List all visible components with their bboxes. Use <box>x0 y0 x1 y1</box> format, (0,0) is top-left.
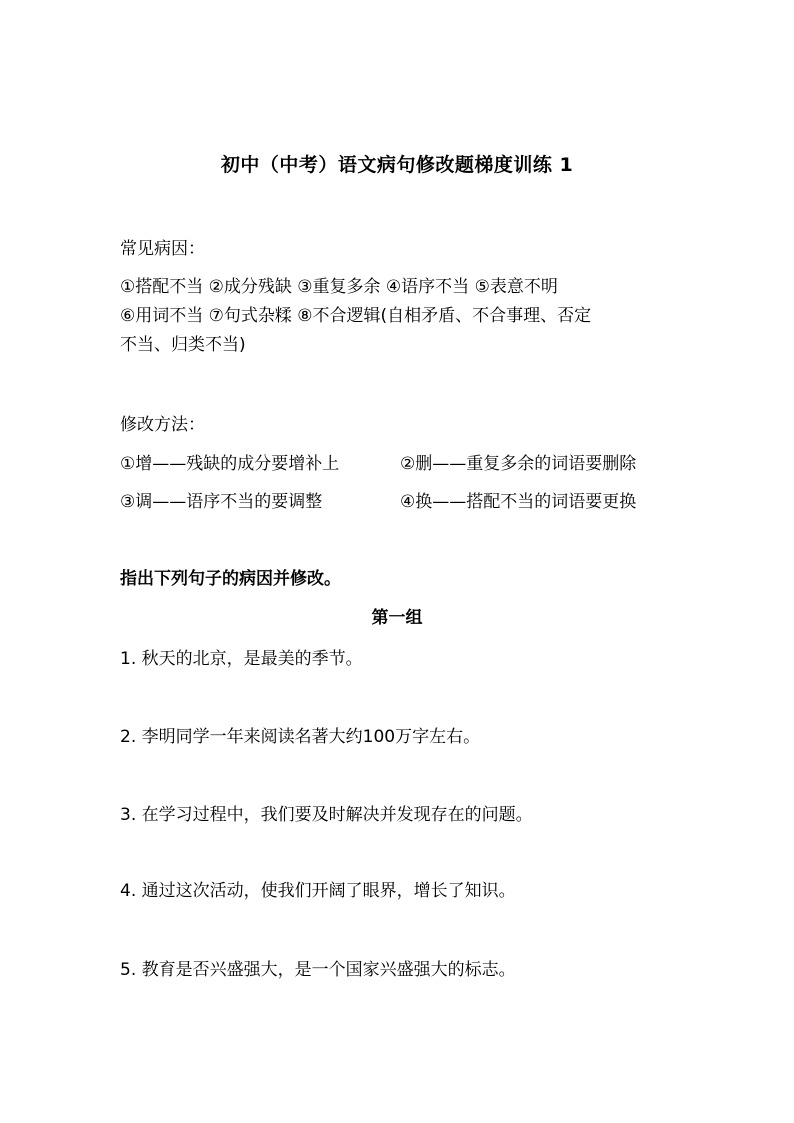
causes-line-1: ①搭配不当 ②成分残缺 ③重复多余 ④语序不当 ⑤表意不明 <box>120 277 558 297</box>
method-add: ①增——残缺的成分要增补上 <box>120 454 340 474</box>
method-delete: ②删——重复多余的词语要删除 <box>400 454 637 474</box>
method-adjust: ③调——语序不当的要调整 <box>120 492 323 512</box>
sentence-5: 5. 教育是否兴盛强大，是一个国家兴盛强大的标志。 <box>120 960 516 980</box>
methods-heading: 修改方法： <box>120 415 205 435</box>
causes-line-2: ⑥用词不当 ⑦句式杂糅 ⑧不合逻辑(自相矛盾、不合事理、否定 <box>120 306 592 326</box>
document-title: 初中（中考）语文病句修改题梯度训练 1 <box>220 154 574 176</box>
method-replace: ④换——搭配不当的词语要更换 <box>400 492 637 512</box>
sentence-4: 4. 通过这次活动，使我们开阔了眼界，增长了知识。 <box>120 881 516 901</box>
sentence-3: 3. 在学习过程中，我们要及时解决并发现存在的问题。 <box>120 805 533 825</box>
instruction: 指出下列句子的病因并修改。 <box>120 569 341 589</box>
causes-heading: 常见病因： <box>120 239 205 259</box>
causes-line-3: 不当、归类不当) <box>120 335 246 355</box>
sentence-1: 1. 秋天的北京，是最美的季节。 <box>120 649 363 669</box>
sentence-2: 2. 李明同学一年来阅读名著大约100万字左右。 <box>120 727 481 747</box>
group-title: 第一组 <box>371 608 423 628</box>
